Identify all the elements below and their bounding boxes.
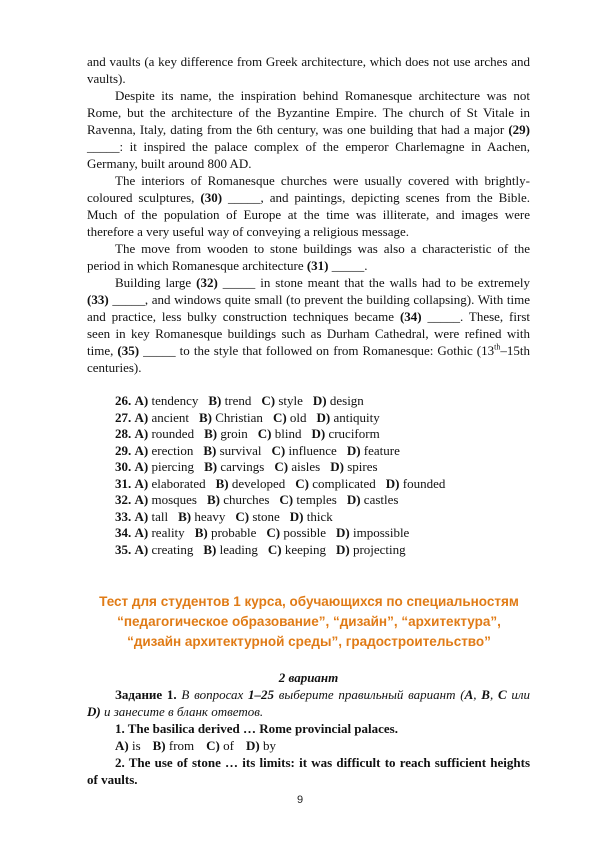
paragraph-1-tail: : it inspired the palace complex of the emperor Charlemagne in Aachen, Germany, built around 800 AD. <box>87 139 530 171</box>
task-instruction: Задание 1. В вопросах 1–25 выберите правильный вариант (A, B, C или D) и занесите в бланк ответов. <box>87 687 531 719</box>
paragraph-4-text-b: _____ in stone meant that the walls had to be extremely <box>217 275 530 290</box>
blank-29: _____ <box>87 139 120 154</box>
gap-34: (34) <box>399 309 422 324</box>
paragraph-1 <box>87 87 530 172</box>
gap-35: (35) <box>117 343 140 358</box>
paragraph-0: and vaults (a key difference from Greek architecture, which does not use arches and vaults). <box>87 54 530 86</box>
paragraph-4-text-f: –15th centuries). <box>87 343 530 375</box>
question-32: 32. A) mosques B) churches C) temples D) castles <box>115 492 399 507</box>
paragraph-3 <box>87 240 530 274</box>
page-content <box>87 53 530 788</box>
paragraph-4-text-a: Building large <box>115 275 197 290</box>
question-34: 34. A) reality B) probable C) possible D) impossible <box>115 525 410 540</box>
question-29: 29. A) erection B) survival C) influence D) feature <box>115 442 400 458</box>
question-35: 35. A) creating B) leading C) keeping D) projecting <box>115 541 406 557</box>
paragraph-1-text: Despite its name, the inspiration behind Romanesque architecture was not Rome, but the architecture of the Byzantine Empire. The church of St Vitale in Ravenna, Italy, dating from the 6th century, was one building that had a major <box>87 88 530 137</box>
gap-29: (29) <box>508 122 530 137</box>
paragraph-4-text-c: _____, and windows quite small (to prevent the building collapsing). With time and practice, less bulky construction techniques became <box>87 292 530 324</box>
question-26: 26. A) tendency B) trend C) style D) design <box>115 393 364 408</box>
paragraph-2-text: The interiors of Romanesque churches were usually covered with brightly-coloured sculptures, <box>87 173 530 205</box>
gap-32: (32) <box>196 275 218 290</box>
paragraph-4-text-e: _____ to the style that followed on from Romanesque: Gothic (13 <box>139 343 495 358</box>
question-2: 2. The use of stone … its limits: it was difficult to reach sufficient heights of vaults. <box>87 755 530 787</box>
section-title-line-1: Тест для студентов 1 курса, обучающихся по специальностям <box>99 594 519 609</box>
page-number: 9 <box>296 794 304 806</box>
gap-30: (30) <box>200 190 223 205</box>
section-title-line-2: “педагогическое образование”, “дизайн”, “архитектура”, <box>117 614 501 629</box>
superscript-th: th <box>494 342 501 352</box>
question-33: 33. A) tall B) heavy C) stone D) thick <box>115 508 333 524</box>
question-28: 28. A) rounded B) groin C) blind D) cruciform <box>115 426 380 441</box>
question-1-options: A) is B) from C) of D) by <box>115 738 276 753</box>
task-label: Задание 1. <box>115 687 177 702</box>
question-31: 31. A) elaborated B) developed C) complicated D) founded <box>115 475 446 491</box>
section-title <box>79 592 539 652</box>
question-1: 1. The basilica derived … Rome provincial palaces. <box>115 721 398 736</box>
gap-31: (31) <box>306 258 329 273</box>
paragraph-2-tail: _____, and paintings, depicting scenes from the Bible. Much of the population of Europe at the time was illiterate, and images were therefore a very useful way of conveying a religious message. <box>87 190 530 239</box>
question-27: 27. A) ancient B) Christian C) old D) antiquity <box>115 409 380 425</box>
paragraph-3-tail: _____. <box>328 258 368 273</box>
paragraph-4 <box>87 274 530 376</box>
question-list <box>87 393 530 558</box>
section-title-line-3: “дизайн архитектурной среды”, градостроительство” <box>127 634 491 649</box>
paragraph-3-text: The move from wooden to stone buildings was also a characteristic of the period in which Romanesque architecture <box>87 241 530 273</box>
variant-heading: 2 вариант <box>278 670 339 685</box>
gap-33: (33) <box>87 292 109 307</box>
paragraph-4-text-d: _____. These, first seen in key Romanesque buildings such as Durham Cathedral, were refined with time, <box>87 309 530 358</box>
paragraph-2 <box>87 172 530 240</box>
question-30: 30. A) piercing B) carvings C) aisles D) spires <box>115 459 378 474</box>
